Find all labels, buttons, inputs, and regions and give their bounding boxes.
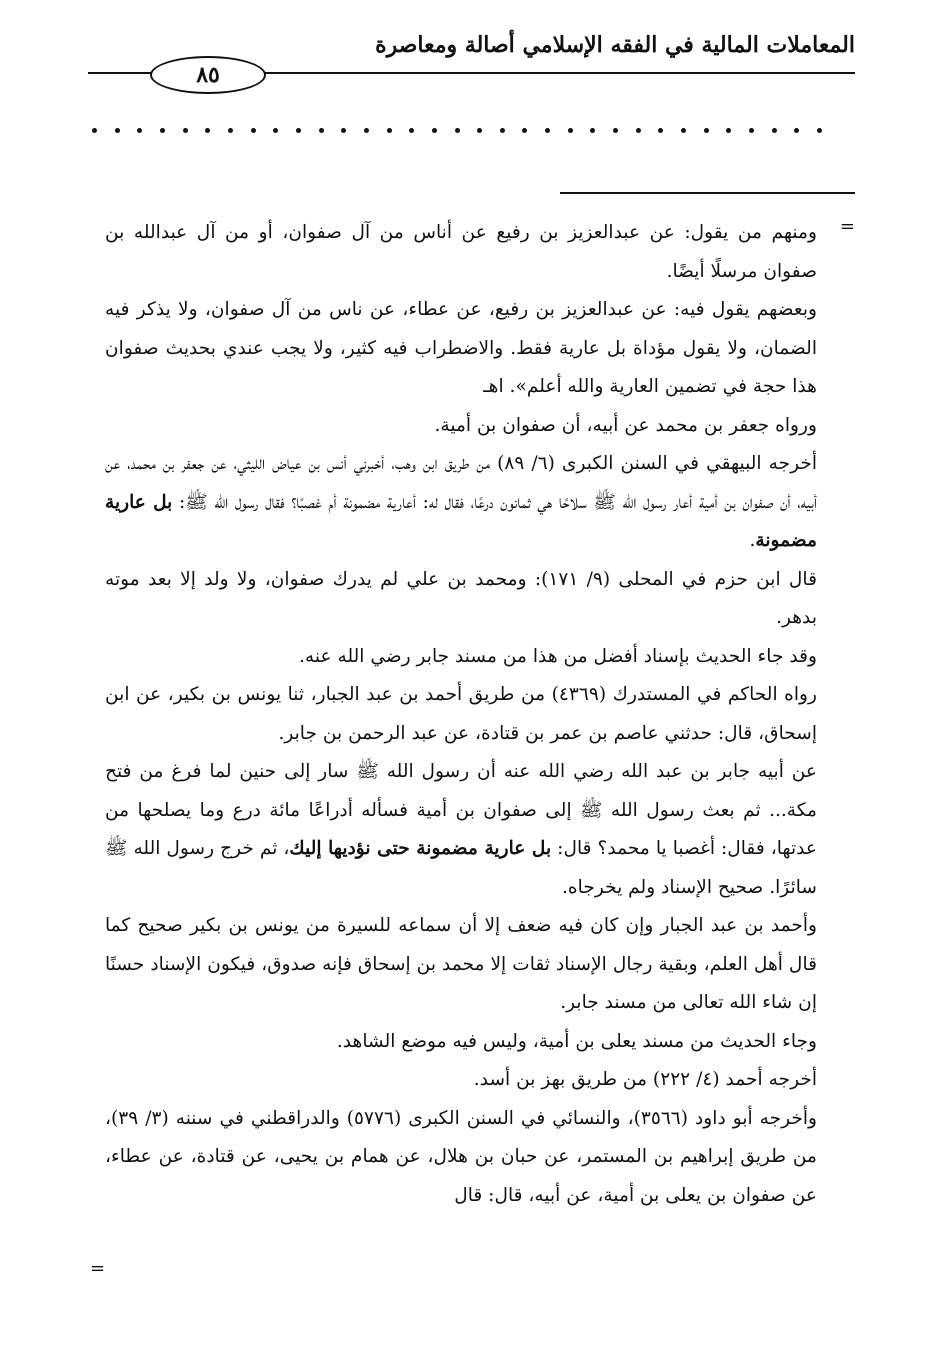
separator-dot [681,128,686,133]
text-segment: عن أبيه جابر بن عبد الله رضي الله عنه أن رسول الله ﷺ سار إلى حنين لما فرغ من فتح مكة... ثم بعث رسول الله ﷺ إلى صفوان بن أمية فسأله أدراعًا مائة درع وما يصلحها من عدتها، فقال: أغصبا يا محمد؟ قال: [105,761,817,859]
separator-dot [613,128,618,133]
separator-dot [636,128,641,133]
text-segment: وقد جاء الحديث بإسناد أفضل من هذا من مسند جابر رضي الله عنه. [299,645,817,667]
separator-dot [409,128,414,133]
text-segment: قال ابن حزم في المحلى (٩/ ١٧١): ومحمد بن علي لم يدرك صفوان، ولا ولد إلا بعد موته بدهر. [105,568,817,628]
running-header [88,28,855,88]
separator-dot [341,128,346,133]
separator-dot [183,128,188,133]
page-number: ٨٥ [150,56,266,94]
separator-dot [794,128,799,133]
paragraph-p5 [105,561,817,638]
paragraph-p1 [105,214,817,291]
separator-dot [749,128,754,133]
paragraph-p11 [105,1061,817,1100]
paragraph-p10 [105,1023,817,1062]
separator-dot [92,128,97,133]
paragraph-p6 [105,638,817,677]
separator-dot [273,128,278,133]
bold-quote: بل عارية مضمونة حتى نؤديها إليك [289,838,552,859]
paragraph-p4 [105,445,817,561]
paragraph-p12 [105,1100,817,1216]
text-segment: ومنهم من يقول: عن عبدالعزيز بن رفيع عن أناس من آل صفوان، أو من آل عبدالله بن صفوان مرسلًا أيضًا. [105,222,817,282]
text-segment: أخرجه أحمد (٤/ ٢٢٢) من طريق بهز بن أسد. [473,1069,817,1090]
text-segment: وأحمد بن عبد الجبار وإن كان فيه ضعف إلا أن سماعه للسيرة من يونس بن بكير صحيح كما قال أهل العلم، وبقية رجال الإسناد ثقات إلا محمد بن إسحاق فإنه صدوق، فيكون الإسناد حسنًا إن شاء الله تعالى من مسند جابر. [105,915,817,1013]
paragraph-p3 [105,407,817,446]
paragraph-p2 [105,291,817,407]
separator-dot [817,128,822,133]
separator-dot [726,128,731,133]
text-segment: رواه الحاكم في المستدرك (٤٣٦٩) من طريق أحمد بن عبد الجبار، ثنا يونس بن بكير، عن ابن إسحاق، قال: حدثني عاصم بن عمر بن قتادة، عن عبد الرحمن بن جابر. [105,684,817,744]
separator-dot [115,128,120,133]
text-segment: ، ثم خرج رسول الله ﷺ سائرًا. صحيح الإسناد ولم يخرجاه. [105,838,817,898]
separator-dot [205,128,210,133]
text-segment: . [749,530,756,551]
continuation-end-mark: = [90,1258,106,1279]
separator-dot [319,128,324,133]
continuation-mark: = [839,216,855,237]
text-segment: وبعضهم يقول فيه: عن عبدالعزيز بن رفيع، عن عطاء، عن ناس من آل صفوان، ولا يذكر فيه الضمان، ولا يقول مؤداة بل عارية فقط. والاضطراب فيه كثير، ولا يجب عندي بحديث صفوان هذا حجة في تضمين العارية والله أعلم». اهـ [105,299,817,397]
paragraph-p8 [105,753,817,907]
paragraph-p7 [105,676,817,753]
text-segment: وأخرجه أبو داود (٣٥٦٦)، والنسائي في السنن الكبرى (٥٧٧٦) والدراقطني في سننه (٣/ ٣٩)، من طريق إبراهيم بن المستمر، عن حبان بن هلال، عن همام بن يحيى، عن قتادة، عن عطاء، عن صفوان بن يعلى بن أمية، عن أبيه، قال: قال [105,1107,817,1206]
separator-dot [772,128,777,133]
separator-dot [658,128,663,133]
separator-dot [432,128,437,133]
separator-dot [522,128,527,133]
separator-dot [387,128,392,133]
book-title: المعاملات المالية في الفقه الإسلامي أصالة ومعاصرة [375,32,855,58]
bold-quote: بل عارية مضمونة [105,491,817,551]
separator-dot [500,128,505,133]
paragraph-p9 [105,907,817,1023]
separator-dot [364,128,369,133]
separator-dot [296,128,301,133]
separator-dot [251,128,256,133]
separator-dot [477,128,482,133]
text-segment: ورواه جعفر بن محمد عن أبيه، أن صفوان بن أمية. [434,414,817,436]
separator-dot [545,128,550,133]
separator-dot [455,128,460,133]
separator-dot [228,128,233,133]
separator-dot [137,128,142,133]
separator-dot [160,128,165,133]
footnote-text [105,214,817,1215]
text-segment: وجاء الحديث من مسند يعلى بن أمية، وليس فيه موضع الشاهد. [336,1030,817,1052]
dotted-separator [92,128,822,133]
separator-dot [704,128,709,133]
footnote-rule [560,192,855,194]
text-segment: أخرجه البيهقي في السنن الكبرى (٦/ ٨٩) من طريق ابن وهب، أخبرني أنس بن عياض الليثي، عن جعفر بن محمد، عن أبيه، أن صفوان بن أمية أعار رسول الله ﷺ سلاحًا هي ثمانون درعًا، فقال له: أعارية مضمونة أم غصبًا؟ فقال رسول الله ﷺ: [105,453,818,513]
separator-dot [590,128,595,133]
separator-dot [568,128,573,133]
